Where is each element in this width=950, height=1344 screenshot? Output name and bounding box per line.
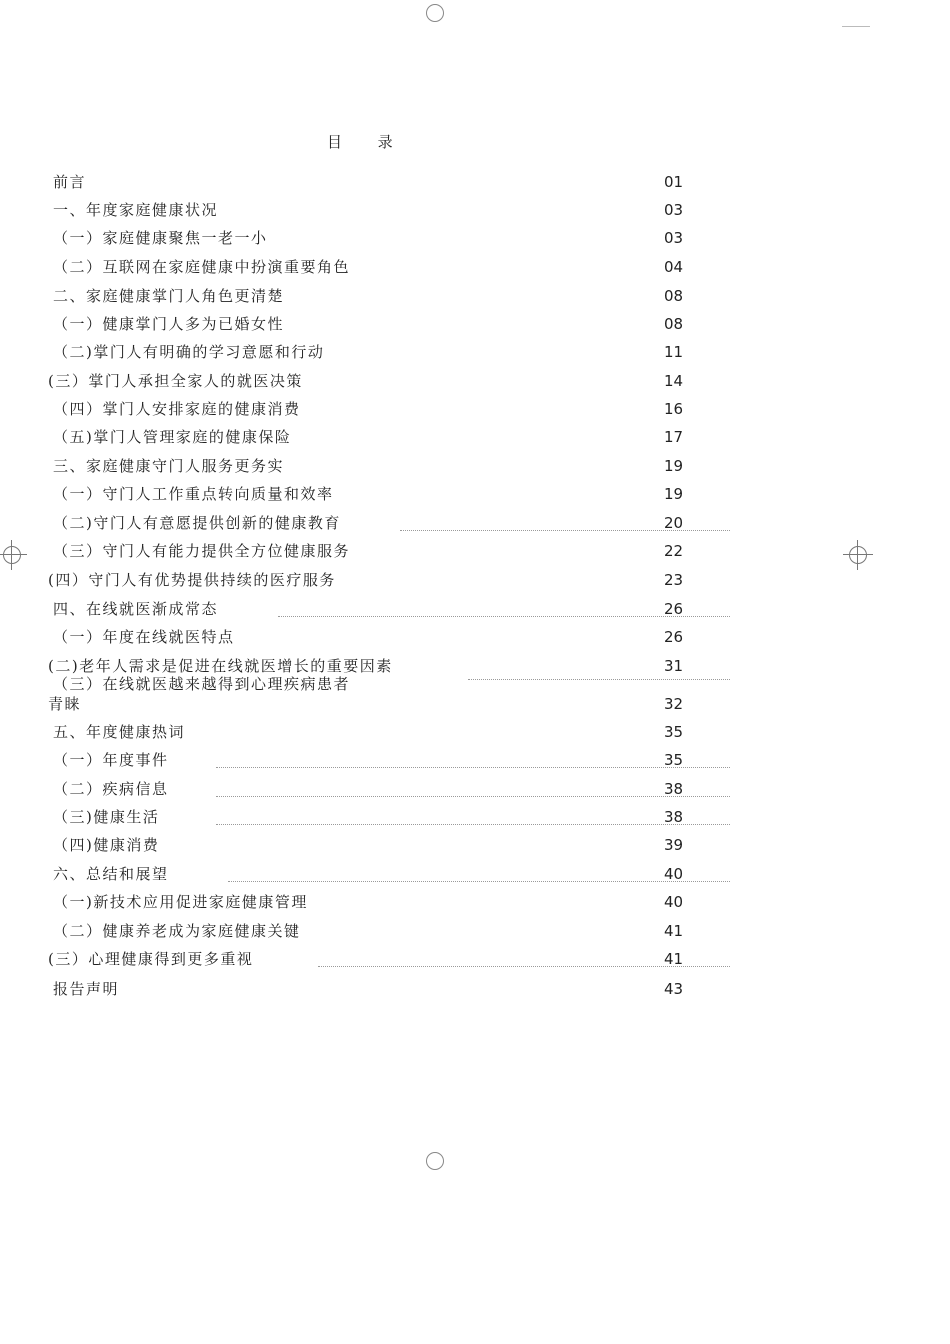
toc-entry-label: （二）互联网在家庭健康中扮演重要角色 <box>53 258 351 276</box>
toc-entry-label: （一）年度事件 <box>53 751 169 769</box>
toc-entry-label: 四、在线就医渐成常态 <box>53 600 219 618</box>
toc-entry-label: （三）在线就医越来越得到心理疾病患者 <box>53 675 351 693</box>
toc-entry-label: （一）守门人工作重点转向质量和效率 <box>53 485 334 503</box>
toc-entry[interactable] <box>0 834 950 856</box>
toc-entry-label: （一）年度在线就医特点 <box>53 628 235 646</box>
toc-entry[interactable] <box>0 806 950 828</box>
toc-entry[interactable] <box>0 285 950 307</box>
toc-entry-label: （二）疾病信息 <box>53 780 169 798</box>
toc-entry-label: 报告声明 <box>53 980 120 998</box>
toc-entry-label: 一、年度家庭健康状况 <box>53 201 219 219</box>
toc-entry[interactable] <box>0 171 950 193</box>
toc-page-number: 03 <box>664 229 684 247</box>
toc-page-number: 26 <box>664 600 684 618</box>
toc-dot-leader <box>216 767 730 768</box>
toc-page-number: 32 <box>664 695 684 713</box>
toc-entry-label: (四）守门人有优势提供持续的医疗服务 <box>48 571 336 589</box>
toc-dot-leader <box>278 616 730 617</box>
toc-page-number: 22 <box>664 542 684 560</box>
toc-entry-label: （五)掌门人管理家庭的健康保险 <box>53 428 292 446</box>
toc-entry-label: （二）健康养老成为家庭健康关键 <box>53 922 301 940</box>
toc-entry-label: (三）掌门人承担全家人的就医决策 <box>48 372 303 390</box>
toc-entry[interactable] <box>0 891 950 913</box>
toc-entry-label: （四)健康消费 <box>53 836 160 854</box>
toc-entry[interactable] <box>0 626 950 648</box>
toc-entry-label: （二)守门人有意愿提供创新的健康教育 <box>53 514 341 532</box>
toc-entry[interactable] <box>0 721 950 743</box>
toc-entry-label-continued: 青睐 <box>48 695 82 713</box>
toc-entry[interactable] <box>0 778 950 800</box>
toc-page-number: 26 <box>664 628 684 646</box>
toc-page-number: 35 <box>664 723 684 741</box>
toc-entry[interactable] <box>0 948 950 970</box>
toc-page-number: 01 <box>664 173 684 191</box>
toc-page-number: 19 <box>664 457 684 475</box>
toc-entry-label: （一)新技术应用促进家庭健康管理 <box>53 893 308 911</box>
toc-entry[interactable] <box>0 370 950 392</box>
registration-circle-top-icon <box>426 4 444 22</box>
toc-entry[interactable] <box>0 313 950 335</box>
registration-circle-bottom-icon <box>426 1152 444 1170</box>
toc-entry-label: （二)掌门人有明确的学习意愿和行动 <box>53 343 325 361</box>
toc-entry-label: (二)老年人需求是促进在线就医增长的重要因素 <box>48 657 393 675</box>
toc-page-number: 39 <box>664 836 684 854</box>
toc-entry[interactable] <box>0 398 950 420</box>
toc-page-number: 41 <box>664 922 684 940</box>
toc-page-number: 19 <box>664 485 684 503</box>
toc-entry-label: （三）守门人有能力提供全方位健康服务 <box>53 542 351 560</box>
toc-entry-label: （一）健康掌门人多为已婚女性 <box>53 315 285 333</box>
toc-page-number: 40 <box>664 893 684 911</box>
toc-page-number: 11 <box>664 343 684 361</box>
toc-dot-leader <box>216 796 730 797</box>
toc-entry[interactable] <box>0 199 950 221</box>
toc-dot-leader <box>228 881 730 882</box>
toc-dot-leader <box>216 824 730 825</box>
toc-entry[interactable] <box>0 256 950 278</box>
toc-page-number: 35 <box>664 751 684 769</box>
toc-page-number: 40 <box>664 865 684 883</box>
toc-entry[interactable] <box>0 426 950 448</box>
toc-entry[interactable] <box>0 673 950 713</box>
toc-entry[interactable] <box>0 455 950 477</box>
toc-entry[interactable] <box>0 483 950 505</box>
toc-page-number: 16 <box>664 400 684 418</box>
toc-page-number: 38 <box>664 808 684 826</box>
toc-entry-label: 六、总结和展望 <box>53 865 169 883</box>
toc-entry-label: （四）掌门人安排家庭的健康消费 <box>53 400 301 418</box>
toc-entry-label: 五、年度健康热词 <box>53 723 186 741</box>
toc-dot-leader <box>468 679 730 680</box>
crop-line <box>842 26 870 27</box>
toc-page-number: 20 <box>664 514 684 532</box>
toc-page-number: 41 <box>664 950 684 968</box>
toc-entry-label: (三）心理健康得到更多重视 <box>48 950 254 968</box>
toc-entry-label: （三)健康生活 <box>53 808 160 826</box>
toc-entry[interactable] <box>0 569 950 591</box>
toc-page-number: 31 <box>664 657 684 675</box>
toc-entry[interactable] <box>0 540 950 562</box>
toc-entry[interactable] <box>0 978 950 1000</box>
toc-entry[interactable] <box>0 863 950 885</box>
toc-page-number: 04 <box>664 258 684 276</box>
toc-page-number: 23 <box>664 571 684 589</box>
toc-entry-label: （一）家庭健康聚焦一老一小 <box>53 229 268 247</box>
toc-entry-label: 二、家庭健康掌门人角色更清楚 <box>53 287 285 305</box>
toc-title: 目 录 <box>327 133 394 151</box>
toc-page-number: 14 <box>664 372 684 390</box>
toc-entry[interactable] <box>0 512 950 534</box>
toc-page-number: 38 <box>664 780 684 798</box>
toc-entry[interactable] <box>0 227 950 249</box>
toc-page-number: 43 <box>664 980 684 998</box>
toc-page-number: 03 <box>664 201 684 219</box>
toc-entry-label: 三、家庭健康守门人服务更务实 <box>53 457 285 475</box>
toc-entry[interactable] <box>0 920 950 942</box>
toc-entry[interactable] <box>0 749 950 771</box>
toc-entry[interactable] <box>0 598 950 620</box>
toc-page-number: 17 <box>664 428 684 446</box>
toc-entry[interactable] <box>0 341 950 363</box>
toc-page-number: 08 <box>664 315 684 333</box>
toc-entry-label: 前言 <box>53 173 87 191</box>
toc-page-number: 08 <box>664 287 684 305</box>
